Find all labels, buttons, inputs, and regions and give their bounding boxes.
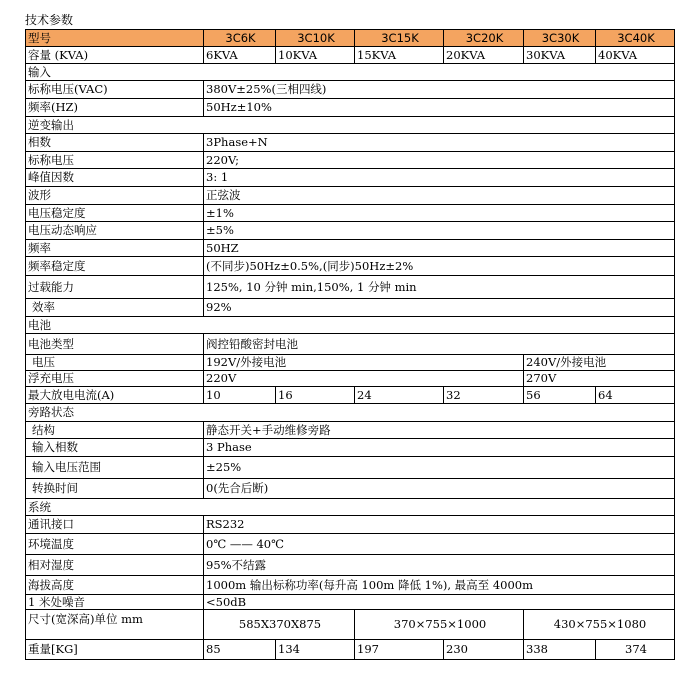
section-row	[26, 317, 675, 334]
spec-row	[26, 334, 675, 355]
section-output-title: 逆变输出	[26, 117, 675, 134]
spec-row	[26, 134, 675, 152]
overload-value: 125%, 10 分钟 min,150%, 1 分钟 min	[204, 276, 675, 299]
output-nominal-value: 220V;	[204, 152, 675, 169]
model-3c40k: 3C40K	[596, 30, 675, 47]
spec-row	[26, 595, 675, 610]
battery-voltage-a: 192V/外接电池	[204, 355, 524, 371]
humidity-label: 相对湿度	[26, 555, 204, 576]
temp-label: 环境温度	[26, 534, 204, 555]
output-crest-value: 3: 1	[204, 169, 675, 187]
size-label: 尺寸(宽深高)单位 mm	[26, 610, 204, 640]
spec-row	[26, 457, 675, 479]
battery-type-label: 电池类型	[26, 334, 204, 355]
altitude-label: 海拔高度	[26, 576, 204, 595]
spec-row	[26, 276, 675, 299]
bypass-switch-label: 转换时间	[26, 479, 204, 499]
model-3c10k: 3C10K	[276, 30, 355, 47]
table-caption: 技术参数	[25, 13, 74, 27]
battery-current-label: 最大放电电流(A)	[26, 387, 204, 404]
bypass-struct-value: 静态开关+手动维修旁路	[204, 422, 675, 439]
capacity-value: 30KVA	[524, 47, 596, 64]
output-wave-value: 正弦波	[204, 187, 675, 205]
spec-row	[26, 439, 675, 457]
bypass-switch-value: 0(先合后断)	[204, 479, 675, 499]
output-dynamic-label: 电压动态响应	[26, 222, 204, 240]
section-row	[26, 404, 675, 422]
battery-voltage-b: 240V/外接电池	[524, 355, 675, 371]
humidity-value: 95%不结露	[204, 555, 675, 576]
battery-float-label: 浮充电压	[26, 371, 204, 387]
spec-row	[26, 205, 675, 222]
input-freq-value: 50Hz±10%	[204, 99, 675, 117]
header-label: 型号	[26, 30, 204, 47]
battery-current-value: 16	[276, 387, 355, 404]
section-bypass-title: 旁路状态	[26, 404, 675, 422]
altitude-value: 1000m 输出标称功率(每升高 100m 降低 1%), 最高至 4000m	[204, 576, 675, 595]
spec-row	[26, 99, 675, 117]
output-nominal-label: 标称电压	[26, 152, 204, 169]
spec-row	[26, 610, 675, 640]
input-voltage-value: 380V±25%(三相四线)	[204, 81, 675, 99]
section-system-title: 系统	[26, 499, 675, 516]
output-phase-value: 3Phase+N	[204, 134, 675, 152]
model-3c20k: 3C20K	[444, 30, 524, 47]
capacity-row	[26, 47, 675, 64]
capacity-value: 20KVA	[444, 47, 524, 64]
weight-value: 134	[276, 640, 355, 660]
size-value: 370×755×1000	[355, 610, 524, 640]
output-stability-label: 电压稳定度	[26, 205, 204, 222]
capacity-value: 6KVA	[204, 47, 276, 64]
battery-current-value: 32	[444, 387, 524, 404]
output-wave-label: 波形	[26, 187, 204, 205]
spec-row	[26, 240, 675, 257]
output-freqstab-label: 频率稳定度	[26, 257, 204, 276]
model-3c6k: 3C6K	[204, 30, 276, 47]
spec-row	[26, 387, 675, 404]
spec-row	[26, 576, 675, 595]
weight-value: 197	[355, 640, 444, 660]
section-input-title: 输入	[26, 64, 675, 81]
bypass-range-label: 输入电压范围	[26, 457, 204, 479]
header-row	[26, 30, 675, 47]
input-freq-label: 频率(HZ)	[26, 99, 204, 117]
weight-value: 85	[204, 640, 276, 660]
bypass-phase-label: 输入相数	[26, 439, 204, 457]
battery-current-value: 64	[596, 387, 675, 404]
noise-label: 1 米处噪音	[26, 595, 204, 610]
battery-type-value: 阀控铅酸密封电池	[204, 334, 675, 355]
spec-row	[26, 479, 675, 499]
spec-row	[26, 169, 675, 187]
battery-current-value: 10	[204, 387, 276, 404]
section-battery-title: 电池	[26, 317, 675, 334]
spec-row	[26, 371, 675, 387]
size-value: 585X370X875	[204, 610, 355, 640]
output-phase-label: 相数	[26, 134, 204, 152]
spec-row	[26, 422, 675, 439]
spec-table	[25, 29, 675, 660]
capacity-value: 40KVA	[596, 47, 675, 64]
spec-row	[26, 299, 675, 317]
capacity-value: 10KVA	[276, 47, 355, 64]
bypass-range-value: ±25%	[204, 457, 675, 479]
model-3c15k: 3C15K	[355, 30, 444, 47]
output-freqstab-value: (不同步)50Hz±0.5%,(同步)50Hz±2%	[204, 257, 675, 276]
spec-row	[26, 222, 675, 240]
efficiency-label: 效率	[26, 299, 204, 317]
temp-value: 0℃ —— 40℃	[204, 534, 675, 555]
weight-value: 338	[524, 640, 596, 660]
battery-current-value: 24	[355, 387, 444, 404]
weight-value: 374	[596, 640, 675, 660]
spec-row	[26, 534, 675, 555]
battery-float-b: 270V	[524, 371, 675, 387]
bypass-phase-value: 3 Phase	[204, 439, 675, 457]
spec-row	[26, 152, 675, 169]
overload-label: 过载能力	[26, 276, 204, 299]
spec-row	[26, 555, 675, 576]
spec-row	[26, 257, 675, 276]
capacity-value: 15KVA	[355, 47, 444, 64]
output-stability-value: ±1%	[204, 205, 675, 222]
battery-float-a: 220V	[204, 371, 524, 387]
input-voltage-label: 标称电压(VAC)	[26, 81, 204, 99]
battery-voltage-label: 电压	[26, 355, 204, 371]
spec-row	[26, 640, 675, 660]
section-row	[26, 64, 675, 81]
output-freq-label: 频率	[26, 240, 204, 257]
output-dynamic-value: ±5%	[204, 222, 675, 240]
spec-row	[26, 187, 675, 205]
output-crest-label: 峰值因数	[26, 169, 204, 187]
weight-label: 重量[KG]	[26, 640, 204, 660]
comm-value: RS232	[204, 516, 675, 534]
size-value: 430×755×1080	[524, 610, 675, 640]
spec-row	[26, 355, 675, 371]
noise-value: <50dB	[204, 595, 675, 610]
weight-value: 230	[444, 640, 524, 660]
comm-label: 通讯接口	[26, 516, 204, 534]
spec-row	[26, 516, 675, 534]
battery-current-value: 56	[524, 387, 596, 404]
capacity-label: 容量 (KVA)	[26, 47, 204, 64]
bypass-struct-label: 结构	[26, 422, 204, 439]
output-freq-value: 50HZ	[204, 240, 675, 257]
model-3c30k: 3C30K	[524, 30, 596, 47]
section-row	[26, 499, 675, 516]
efficiency-value: 92%	[204, 299, 675, 317]
section-row	[26, 117, 675, 134]
spec-row	[26, 81, 675, 99]
